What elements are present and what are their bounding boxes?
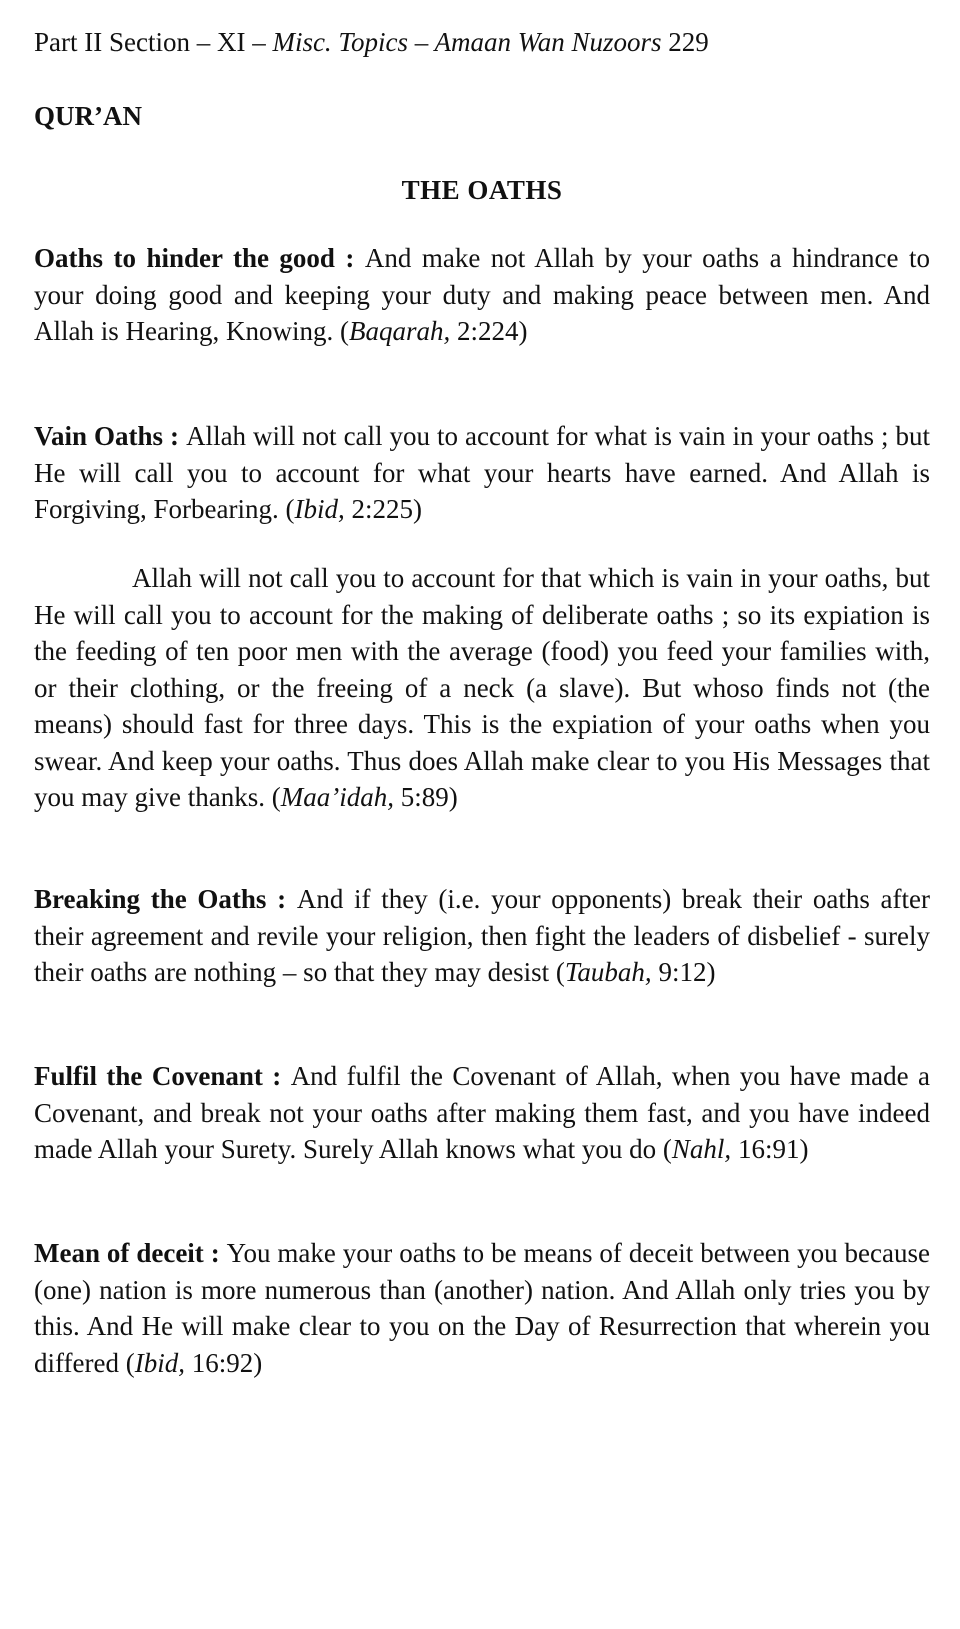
paragraph-heading: Breaking the Oaths :: [34, 884, 297, 914]
citation-source: Ibid,: [134, 1347, 185, 1378]
paragraph-mean-of-deceit: [34, 1235, 930, 1381]
citation-verse: 16:92): [184, 1347, 263, 1378]
page-title: THE OATHS: [401, 175, 563, 205]
citation-verse: 2:224): [450, 316, 528, 346]
paragraph-text: And if they (i.e. your opponents) break their oaths after their agreement and revile your religion, then fight the leaders of disbelief - surely their oaths are nothing – so that they may desist (: [34, 884, 930, 987]
section-label: QUR’AN: [34, 101, 142, 131]
page-number: 229: [661, 27, 709, 57]
citation-source: Nahl,: [671, 1134, 732, 1164]
citation-source: Ibid,: [294, 494, 345, 524]
header-prefix: Part II Section – XI –: [34, 27, 273, 57]
citation-source: Taubah,: [564, 957, 652, 987]
paragraph-text: And fulfil the Covenant of Allah, when you have made a Covenant, and break not your oaths after making them fast, and you have indeed made Allah your Surety. Surely Allah knows what you do (: [34, 1061, 930, 1164]
paragraph-vain-oaths: [34, 418, 930, 528]
paragraph-text: Allah will not call you to account for that which is vain in your oaths, but He will call you to account for the making of deliberate oaths ; so its expiation is the feeding of ten poor men with the average (food) you feed your families with, or their clothing, or the freeing of a neck (a slave). But whoso finds not (the means) should fast for three days. This is the expiation of your oaths when you swear. And keep your oaths. Thus does Allah make clear to you His Messages that you may give thanks. (: [34, 563, 930, 812]
paragraph-oaths-hinder-good: [34, 240, 930, 350]
running-header: [34, 24, 709, 60]
paragraph-heading: Fulfil the Covenant :: [34, 1061, 291, 1091]
paragraph-text: And make not Allah by your oaths a hindrance to your doing good and keeping your duty and making peace between men. And Allah is Hearing, Knowing. (: [34, 243, 930, 346]
paragraph-expiation: [34, 560, 930, 816]
citation-source: Maa’idah,: [280, 782, 394, 812]
citation-verse: 2:225): [344, 494, 422, 524]
paragraph-heading: Mean of deceit :: [34, 1238, 227, 1268]
paragraph-text: You make your oaths to be means of deceit between you because (one) nation is more numerous than (another) nation. And Allah only tries you by this. And He will make clear to you on the Day of Resurrection that wherein you differed (: [34, 1238, 930, 1378]
citation-verse: 9:12): [651, 957, 716, 987]
paragraph-heading: Oaths to hinder the good :: [34, 243, 365, 273]
paragraph-heading: Vain Oaths :: [34, 421, 187, 451]
paragraph-text: Allah will not call you to account for what is vain in your oaths ; but He will call you to account for what your hearts have earned. And Allah is Forgiving, Forbearing. (: [34, 421, 930, 524]
citation-verse: 5:89): [393, 782, 458, 812]
paragraph-fulfil-covenant: [34, 1058, 930, 1168]
citation-verse: 16:91): [731, 1134, 809, 1164]
paragraph-breaking-oaths: [34, 881, 930, 991]
header-topic: Misc. Topics – Amaan Wan Nuzoors: [272, 27, 662, 57]
citation-source: Baqarah,: [348, 316, 451, 346]
